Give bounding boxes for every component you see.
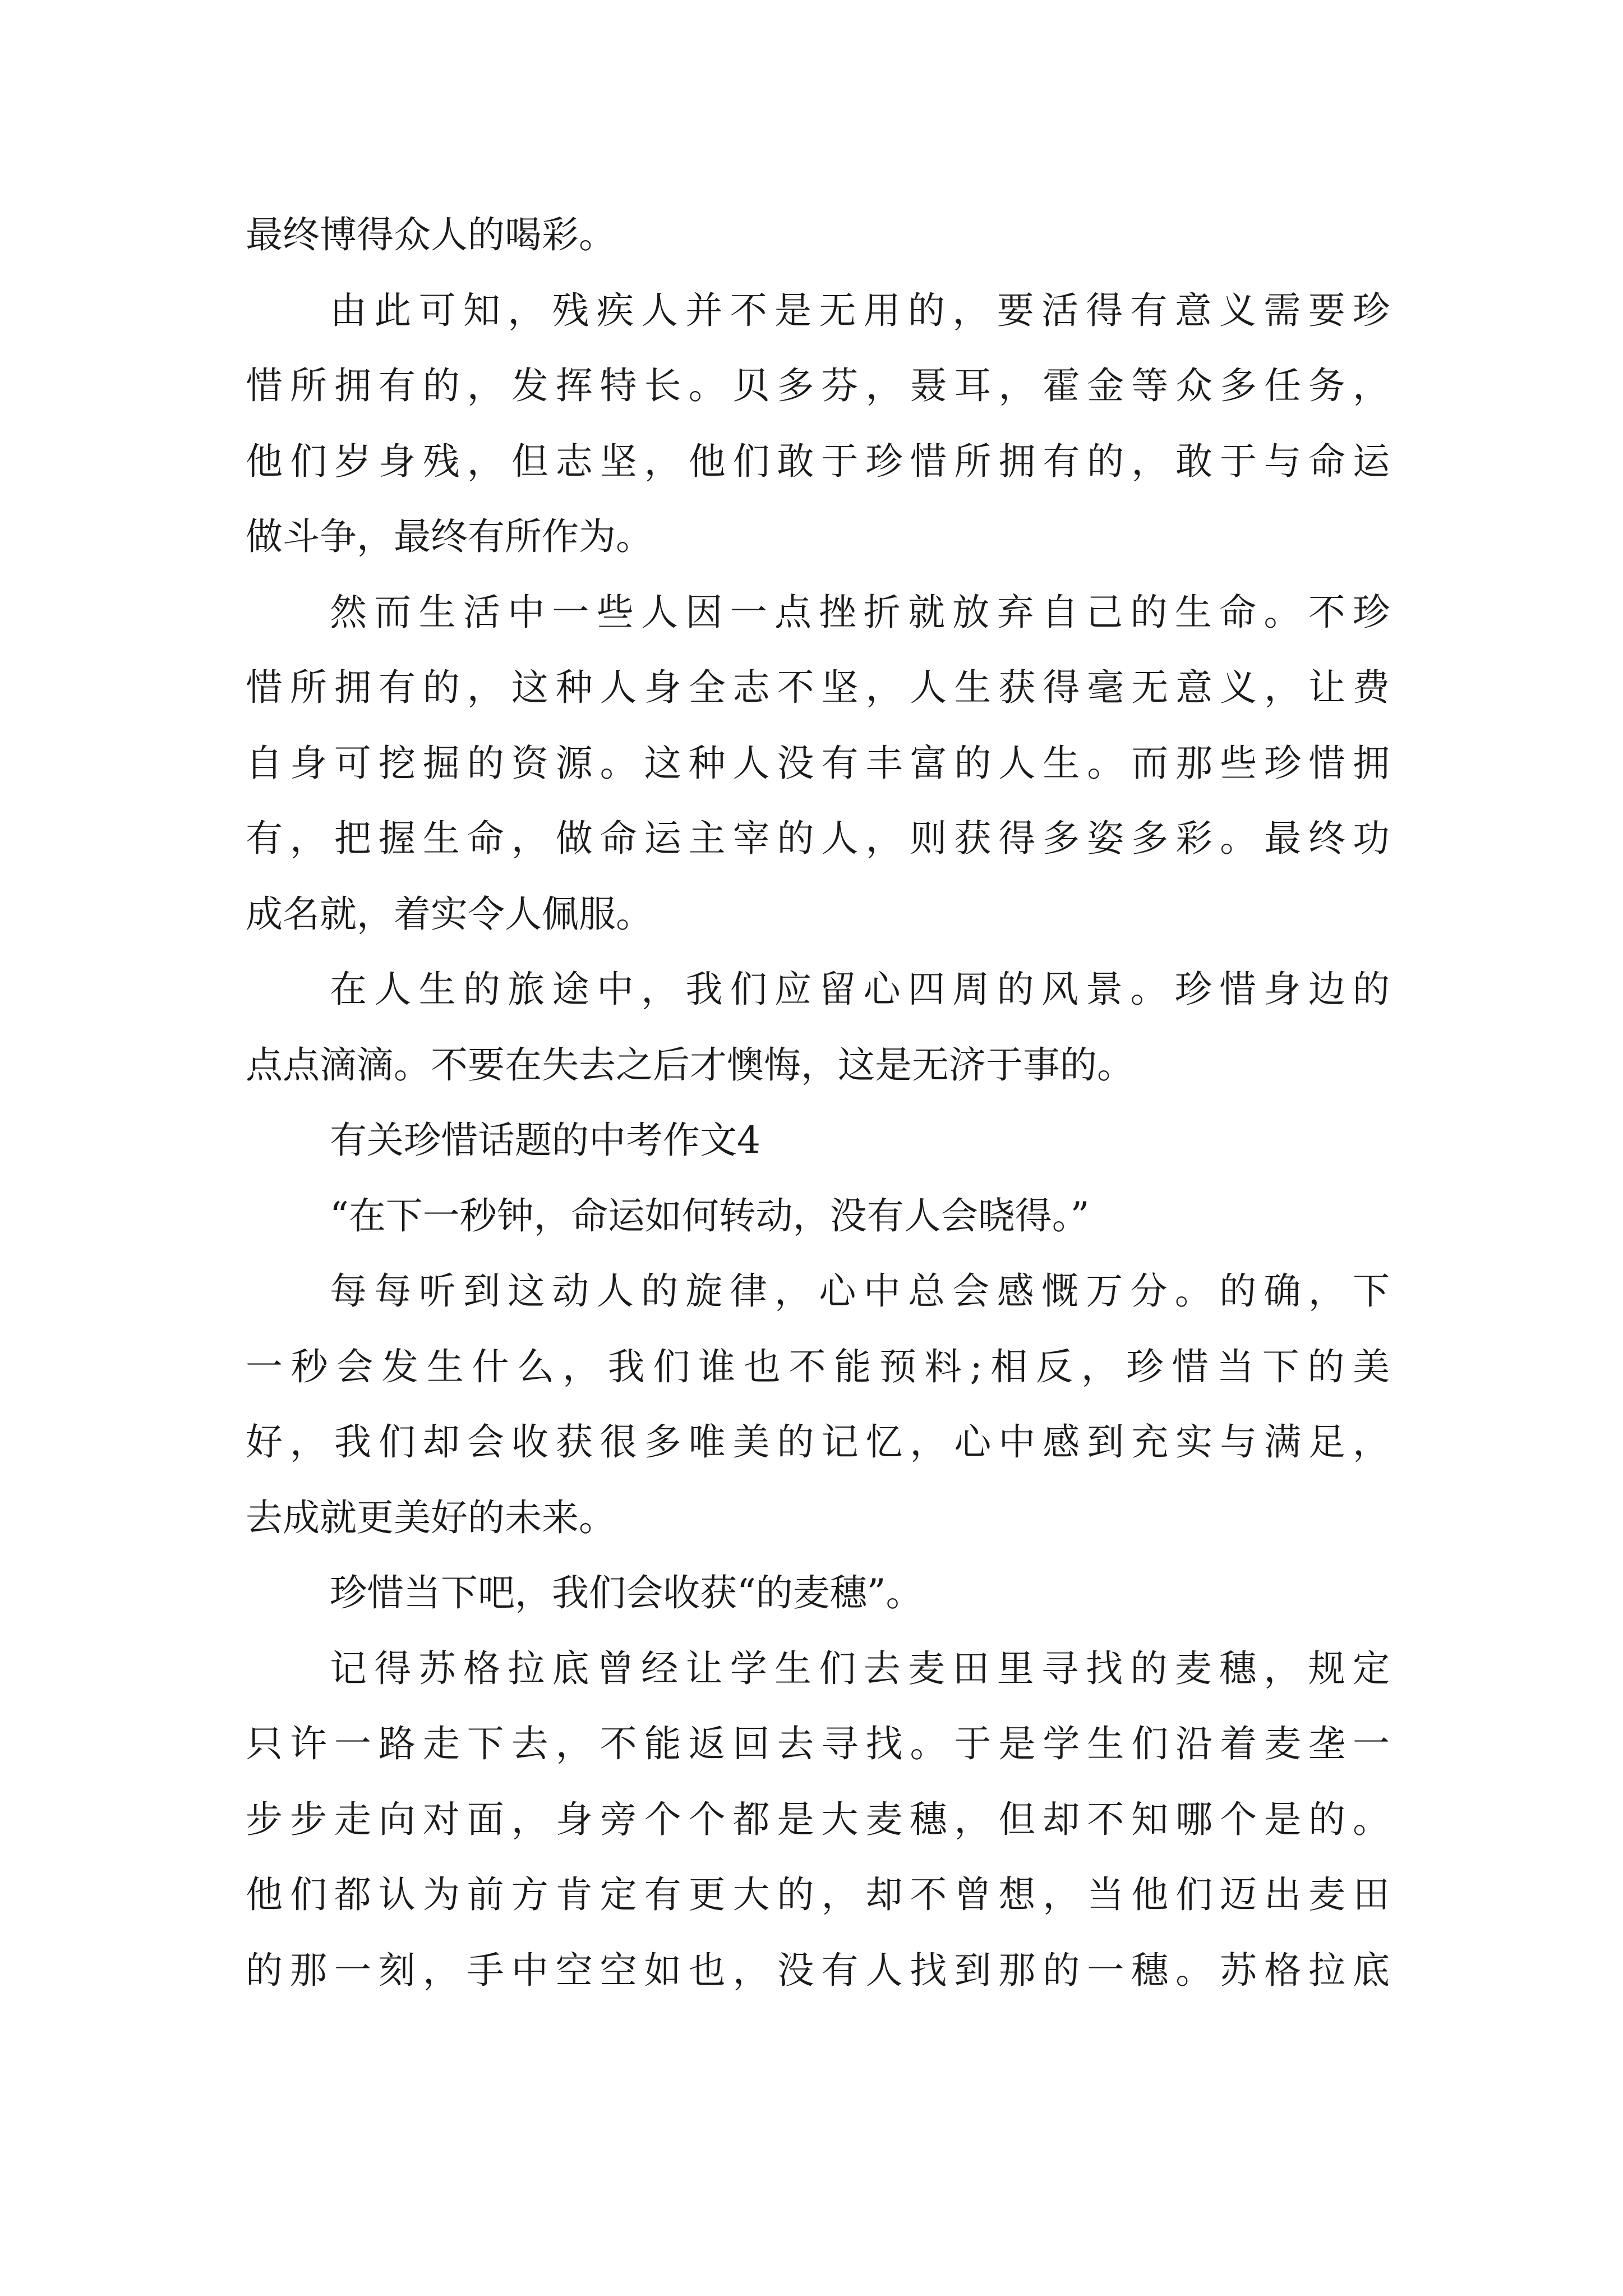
text-line: 记得苏格拉底曾经让学生们去麦田里寻找的麦穗，规定 xyxy=(330,1646,1390,1690)
text-line: 每每听到这动人的旋律，心中总会感慨万分。的确，下 xyxy=(330,1269,1390,1313)
text-line: 一秒会发生什么，我们谁也不能预料;相反，珍惜当下的美 xyxy=(246,1345,1390,1388)
essay-heading: 有关珍惜话题的中考作文4 xyxy=(330,1119,760,1162)
text-line: 做斗争，最终有所作为。 xyxy=(246,515,653,558)
text-line: 珍惜当下吧，我们会收获“的麦穗”。 xyxy=(330,1571,923,1614)
text-line: 惜所拥有的，发挥特长。贝多芬，聂耳，霍金等众多任务， xyxy=(246,364,1390,407)
text-line: 自身可挖掘的资源。这种人没有丰富的人生。而那些珍惜拥 xyxy=(246,741,1390,785)
essay-text xyxy=(246,197,1390,2008)
text-line: 的那一刻，手中空空如也，没有人找到那的一穗。苏格拉底 xyxy=(246,1948,1390,1992)
text-line: 他们都认为前方肯定有更大的，却不曾想，当他们迈出麦田 xyxy=(246,1873,1390,1916)
text-line: 点点滴滴。不要在失去之后才懊悔，这是无济于事的。 xyxy=(246,1043,1134,1087)
text-line: 去成就更美好的未来。 xyxy=(246,1496,616,1539)
text-line: 然而生活中一些人因一点挫折就放弃自己的生命。不珍 xyxy=(330,590,1390,634)
text-line: 在人生的旅途中，我们应留心四周的风景。珍惜身边的 xyxy=(330,968,1390,1011)
text-line: 他们岁身残，但志坚，他们敢于珍惜所拥有的，敢于与命运 xyxy=(246,439,1390,483)
text-line: 成名就，着实令人佩服。 xyxy=(246,892,653,936)
text-line: 好，我们却会收获很多唯美的记忆，心中感到充实与满足， xyxy=(246,1420,1390,1464)
text-line: 有，把握生命，做命运主宰的人，则获得多姿多彩。最终功 xyxy=(246,817,1390,860)
quote-line: “在下一秒钟，命运如何转动，没有人会晓得。” xyxy=(330,1194,1090,1237)
text-line: 惜所拥有的，这种人身全志不坚，人生获得毫无意义，让费 xyxy=(246,666,1390,709)
text-line: 最终博得众人的喝彩。 xyxy=(246,213,616,256)
text-line: 由此可知，残疾人并不是无用的，要活得有意义需要珍 xyxy=(330,288,1390,332)
text-line: 只许一路走下去，不能返回去寻找。于是学生们沿着麦垄一 xyxy=(246,1722,1390,1765)
text-line: 步步走向对面，身旁个个都是大麦穗，但却不知哪个是的。 xyxy=(246,1797,1390,1841)
